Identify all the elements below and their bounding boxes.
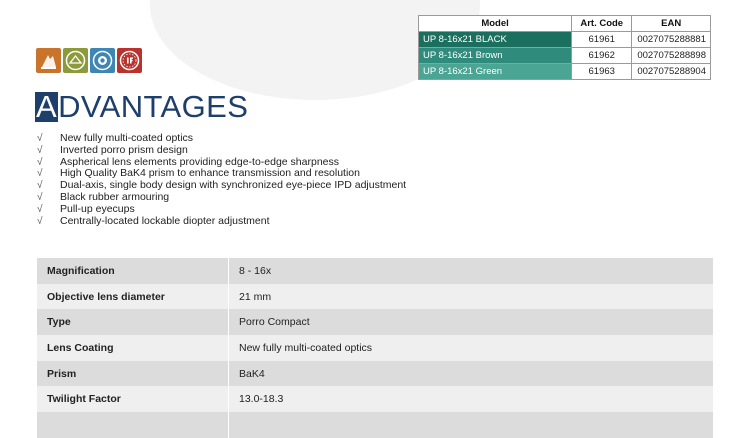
spec-label: Lens Coating xyxy=(37,335,229,361)
spec-label: Twilight Factor xyxy=(37,386,229,412)
advantage-text: Pull-up eyecups xyxy=(60,202,135,215)
spec-row xyxy=(37,258,713,284)
spec-row xyxy=(37,361,713,387)
lens-icon xyxy=(90,48,115,73)
spec-value: 21 mm xyxy=(229,284,714,310)
model-name-cell: UP 8-16x21 Brown xyxy=(419,48,572,64)
list-item xyxy=(37,216,406,228)
bak4-prism-icon xyxy=(63,48,88,73)
spec-value: BaK4 xyxy=(229,361,714,387)
advantage-text: Centrally-located lockable diopter adjustment xyxy=(60,214,270,227)
advantage-text: Aspherical lens elements providing edge-to-edge sharpness xyxy=(60,155,339,168)
art-code-cell: 61963 xyxy=(572,64,632,80)
ean-cell: 0027075288898 xyxy=(632,48,711,64)
advantage-text: New fully multi-coated optics xyxy=(60,132,194,144)
model-header: Model xyxy=(419,16,572,32)
ean-header: EAN xyxy=(632,16,711,32)
advantage-text: Inverted porro prism design xyxy=(60,143,188,156)
model-table xyxy=(418,15,711,80)
heading-rest: DVANTAGES xyxy=(58,89,249,124)
model-row xyxy=(419,32,711,48)
spec-label: Type xyxy=(37,309,229,335)
spec-value: Porro Compact xyxy=(229,309,714,335)
check-icon: √ xyxy=(37,180,43,192)
art-code-cell: 61961 xyxy=(572,32,632,48)
check-icon: √ xyxy=(37,168,43,180)
fully-coated-icon xyxy=(36,48,61,73)
spec-label: Prism xyxy=(37,361,229,387)
spec-row xyxy=(37,412,713,438)
advantages-heading xyxy=(35,90,248,123)
check-icon: √ xyxy=(37,191,43,203)
spec-value: 8 - 16x xyxy=(229,258,714,284)
check-icon: √ xyxy=(37,156,43,168)
spec-row xyxy=(37,335,713,361)
check-icon: √ xyxy=(37,144,43,156)
spec-row xyxy=(37,284,713,310)
spec-label: Objective lens diameter xyxy=(37,284,229,310)
spec-value: 13.0-18.3 xyxy=(229,386,714,412)
check-icon: √ xyxy=(37,203,43,215)
ean-cell: 0027075288881 xyxy=(632,32,711,48)
art-code-header: Art. Code xyxy=(572,16,632,32)
ean-cell: 0027075288904 xyxy=(632,64,711,80)
advantage-text: Dual-axis, single body design with synchronized eye-piece IPD adjustment xyxy=(60,179,407,192)
check-icon: √ xyxy=(37,133,43,144)
advantage-text: High Quality BaK4 prism to enhance transmission and resolution xyxy=(60,167,360,180)
spec-label: Magnification xyxy=(37,258,229,284)
advantage-text: Black rubber armouring xyxy=(60,190,170,203)
spec-row xyxy=(37,309,713,335)
internal-focus-icon xyxy=(117,48,142,73)
art-code-cell: 61962 xyxy=(572,48,632,64)
model-name-cell: UP 8-16x21 BLACK xyxy=(419,32,572,48)
list-item xyxy=(37,145,406,157)
spec-value: New fully multi-coated optics xyxy=(229,335,714,361)
feature-badges xyxy=(36,48,142,73)
model-row xyxy=(419,48,711,64)
advantages-list xyxy=(37,133,406,227)
specifications-table xyxy=(37,258,713,438)
spec-row xyxy=(37,386,713,412)
heading-initial: A xyxy=(36,89,58,124)
model-name-cell: UP 8-16x21 Green xyxy=(419,64,572,80)
check-icon: √ xyxy=(37,215,43,227)
spec-label xyxy=(37,412,229,438)
model-table-header xyxy=(419,16,711,32)
list-item xyxy=(37,192,406,204)
list-item xyxy=(37,204,406,216)
spec-value xyxy=(229,412,714,438)
model-row xyxy=(419,64,711,80)
